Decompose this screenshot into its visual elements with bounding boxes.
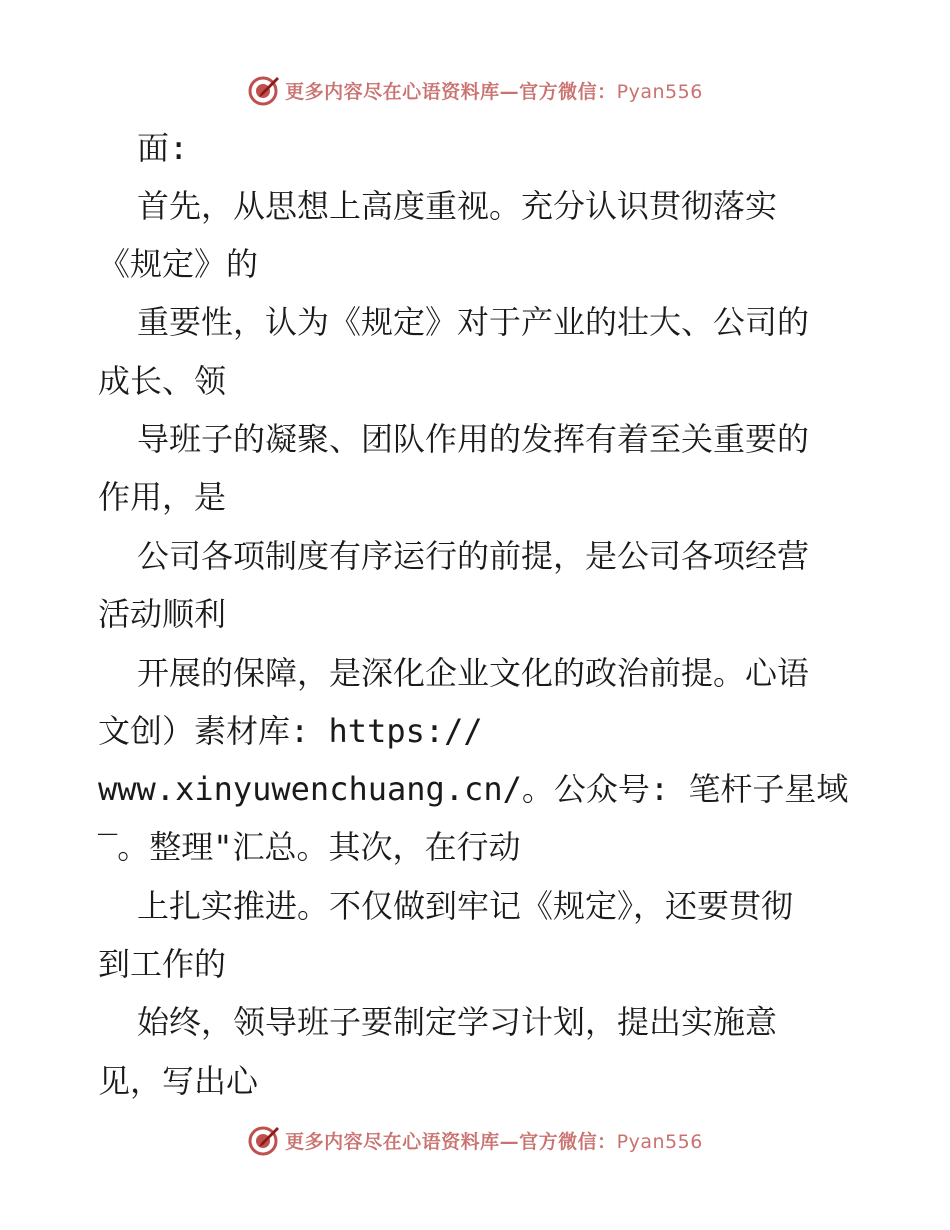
text-line-9: 活动顺利 <box>98 595 227 633</box>
footer-banner <box>0 1120 950 1160</box>
text-line-13: ‾。整理"汇总。其次，在行动 <box>98 828 521 866</box>
text-line-17: 见，写出心 <box>98 1062 259 1100</box>
text-line-4: 重要性，认为《规定》对于产业的壮大、公司的 <box>137 303 810 341</box>
footer-banner-text: 更多内容尽在心语资料库—官方微信：Pyan556 <box>285 1130 703 1153</box>
header-banner-text: 更多内容尽在心语资料库—官方微信：Pyan556 <box>285 80 703 103</box>
text-line-10: 开展的保障，是深化企业文化的政治前提。心语 <box>137 654 810 692</box>
text-line-2: 首先，从思想上高度重视。充分认识贯彻落实 <box>137 187 778 225</box>
text-line-14: 上扎实推进。不仅做到牢记《规定》，还要贯彻 <box>137 887 794 925</box>
text-line-11: 文创）素材库: https:// <box>98 712 483 750</box>
text-line-16: 始终，领导班子要制定学习计划，提出实施意 <box>137 1003 778 1041</box>
text-line-1: 面: <box>137 129 189 167</box>
footer-wechat-id: Pyan556 <box>616 1130 703 1153</box>
text-line-15: 到工作的 <box>98 945 227 983</box>
pen-logo-icon <box>247 1123 281 1157</box>
text-line-5: 成长、领 <box>98 362 227 400</box>
text-line-12: www.xinyuwenchuang.cn/。公众号: 笔杆子星域 <box>98 770 849 808</box>
text-line-6: 导班子的凝聚、团队作用的发挥有着至关重要的 <box>137 420 810 458</box>
text-line-7: 作用，是 <box>98 478 227 516</box>
text-line-3: 《规定》的 <box>98 245 259 283</box>
text-line-8: 公司各项制度有序运行的前提，是公司各项经营 <box>137 537 810 575</box>
header-wechat-id: Pyan556 <box>616 80 703 103</box>
